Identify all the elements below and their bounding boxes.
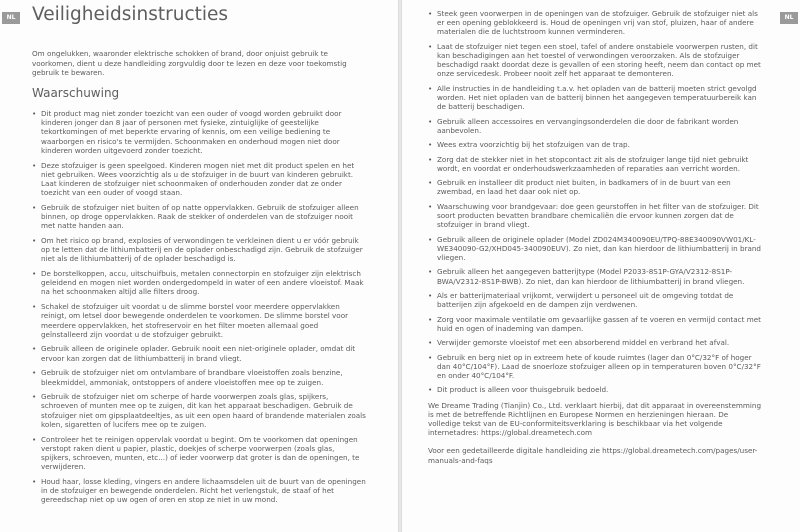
list-item: • Gebruik de stofzuiger niet buiten of op natte oppervlakken. Gebruik de stofzuiger alleen binnen, op droge oppervlakken. Raak de stekker of onderdelen van de stofzuiger nooit met natte handen aan.	[32, 203, 366, 231]
list-item: • Dit product is alleen voor thuisgebruik bedoeld.	[428, 385, 762, 394]
list-item: • Verwijder gemorste vloeistof met een absorberend middel en verbrand het afval.	[428, 338, 762, 347]
list-item: • Als er batterijmateriaal vrijkomt, verwijdert u personeel uit de omgeving totdat de batterijen zijn afgekoeld en de dampen zijn verdwenen.	[428, 291, 762, 309]
list-item: • Deze stofzuiger is geen speelgoed. Kinderen mogen niet met dit product spelen en het niet gebruiken. Wees voorzichtig als u de stofzuiger in de buurt van kinderen gebruikt. Laat kinderen de stofzuiger niet schoonmaken of onderhouden zonder dat ze onder toezicht van een ouder of voogd staan.	[32, 161, 366, 198]
list-item: • Gebruik alleen de originele oplader. Gebruik nooit een niet-originele oplader, omdat dit ervoor kan zorgen dat de lithiumbatterij in brand vliegt.	[32, 344, 366, 362]
list-item: • Gebruik en installeer dit product niet buiten, in badkamers of in de buurt van een zwembad, en laad het daar ook niet op.	[428, 178, 762, 196]
list-item: • Gebruik alleen het aangegeven batterijtype (Model P2033-8S1P-GYA/V2312-8S1P-BWA/V2312-8S1P-BWB). Zo niet, dan kan hierdoor de lithiumbatterij in brand vliegen.	[428, 267, 762, 285]
page-title: Veiligheidsinstructies	[32, 4, 229, 25]
list-item: • Zorg dat de stekker niet in het stopcontact zit als de stofzuiger lange tijd niet gebruikt wordt, en voordat er onderhoudswerkzaamheden of reparaties aan verricht worden.	[428, 155, 762, 173]
right-page	[402, 0, 800, 532]
list-item: • Waarschuwing voor brandgevaar: doe geen geurstoffen in het filter van de stofzuiger. Dit soort producten bevatten brandbare chemicaliën die ervoor kunnen zorgen dat de stofzuiger in brand vliegt.	[428, 202, 762, 230]
list-item: • Om het risico op brand, explosies of verwondingen te verkleinen dient u er vóór gebruik op te letten dat de lithiumbatterij en de oplader onbeschadigd zijn. Gebruik de stofzuiger niet als de lithiumbatterij of de oplader beschadigd is.	[32, 236, 366, 264]
list-item: • Gebruik alleen accessoires en vervangingsonderdelen die door de fabrikant worden aanbevolen.	[428, 117, 762, 135]
warning-list-left	[32, 109, 366, 510]
list-item: • Houd haar, losse kleding, vingers en andere lichaamsdelen uit de buurt van de openingen in de stofzuiger en bewegende onderdelen. Richt het verlengstuk, de staaf of het gereedschap niet op uw ogen of oren en stop ze niet in uw mond.	[32, 477, 366, 505]
right-column	[428, 9, 762, 465]
list-item: • Alle instructies in de handleiding t.a.v. het opladen van de batterij moeten strict gevolgd worden. Het niet opladen van de batterij binnen het aangegeven temperatuurbereik kan de batterij beschadigen.	[428, 84, 762, 112]
list-item: • Controleer het te reinigen oppervlak voordat u begint. Om te voorkomen dat openingen verstopt raken dient u papier, plastic, doekjes of scherpe voorwerpen (zoals glas, spijkers, schroeven, munten, etc...) of ieder voorwerp dat groter is dan de openingen, te verwijderen.	[32, 435, 366, 472]
list-item: • Laat de stofzuiger niet tegen een stoel, tafel of andere onstabiele voorwerpen rusten, dit kan beschadigingen aan het toestel of verwondingen veroorzaken. Als de stofzuiger beschadigd raakt doordat deze is gevallen of een storing heeft, neem dan contact op met onze servicedesk. Probeer nooit zelf het apparaat te demonteren.	[428, 42, 762, 79]
language-tab: NL	[2, 12, 20, 24]
list-item: • Schakel de stofzuiger uit voordat u de slimme borstel voor meerdere oppervlakken reinigt, om letsel door bewegende onderdelen te voorkomen. De slimme borstel voor meerdere oppervlakken, het stofreservoir en het filter moeten allemaal goed geïnstalleerd zijn voordat u de stofzuiger gebruikt.	[32, 302, 366, 339]
list-item: • Dit product mag niet zonder toezicht van een ouder of voogd worden gebruikt door kinderen jonger dan 8 jaar of personen met fysieke, zintuiglijke of geestelijke tekortkomingen of met beperkte ervaring of kennis, om een veilige bediening te waarborgen en risico's te vermijden. Schoonmaken en onderhoud mogen niet door kinderen worden uitgevoerd zonder toezicht.	[32, 109, 366, 155]
section-heading: Waarschuwing	[32, 86, 120, 100]
list-item: • Wees extra voorzichtig bij het stofzuigen van de trap.	[428, 140, 762, 149]
list-item: • Steek geen voorwerpen in de openingen van de stofzuiger. Gebruik de stofzuiger niet als er een opening geblokkeerd is. Houd de openingen vrij van stof, pluizen, haar of andere materialen die de luchtstroom kunnen verminderen.	[428, 9, 762, 37]
list-item: • Gebruik alleen de originele oplader (Model ZD024M340090EU/TPQ-88E340090VW01/KL-WE340090-G2/XHD045-340090EUV). Zo niet, dan kan hierdoor de lithiumbatterij in brand vliegen.	[428, 235, 762, 263]
warning-list-right	[428, 9, 762, 395]
list-item: • Gebruik de stofzuiger niet om ontvlambare of brandbare vloeistoffen zoals benzine, bleekmiddel, ammoniak, ontstoppers of andere vloeistoffen mee op te zuigen.	[32, 368, 366, 386]
language-tab: NL	[780, 12, 798, 24]
list-item: • De borstelkoppen, accu, uitschuifbuis, metalen connectorpin en stofzuiger zijn elektrisch geleidend en mogen niet worden ondergedompeld in water of een andere vloeistof. Maak na het schoonmaken altijd alle filters droog.	[32, 269, 366, 297]
list-item: • Zorg voor maximale ventilatie om gevaarlijke gassen af te voeren en vermijd contact met huid en ogen of inademing van dampen.	[428, 315, 762, 333]
declaration-paragraph: We Dreame Trading (Tianjin) Co., Ltd. verklaart hierbij, dat dit apparaat in overeenstemming is met de betreffende Richtlijnen en Europese Normen en herzieningen hieraan. De volledige tekst van de EU-conformiteitsverklaring is beschikbaar via het volgende internetadres: https://global.dreametech.com	[428, 400, 762, 438]
online-manual-paragraph: Voor een gedetailleerde digitale handleiding zie https://global.dreametech.com/pages/user-manuals-and-faqs	[428, 446, 758, 465]
list-item: • Gebruik de stofzuiger niet om scherpe of harde voorwerpen zoals glas, spijkers, schroeven of munten mee op te zuigen, dit kan het apparaat beschadigen. Gebruik de stofzuiger niet om gipsplaatdeeltjes, as uit een open haard of brandende materialen zoals kolen, sigaretten of lucifers mee op te zuigen.	[32, 392, 366, 429]
intro-paragraph: Om ongelukken, waaronder elektrische schokken of brand, door onjuist gebruik te voorkomen, dient u deze handleiding zorgvuldig door te lezen en deze voor toekomstig gebruik te bewaren.	[32, 49, 347, 78]
list-item: • Gebruik en berg niet op in extreem hete of koude ruimtes (lager dan 0°C/32°F of hoger dan 40°C/104°F). Laad de snoerloze stofzuiger alleen op in temperaturen boven 0°C/32°F en onder 40°C/104°F.	[428, 353, 762, 381]
left-page	[0, 0, 398, 532]
